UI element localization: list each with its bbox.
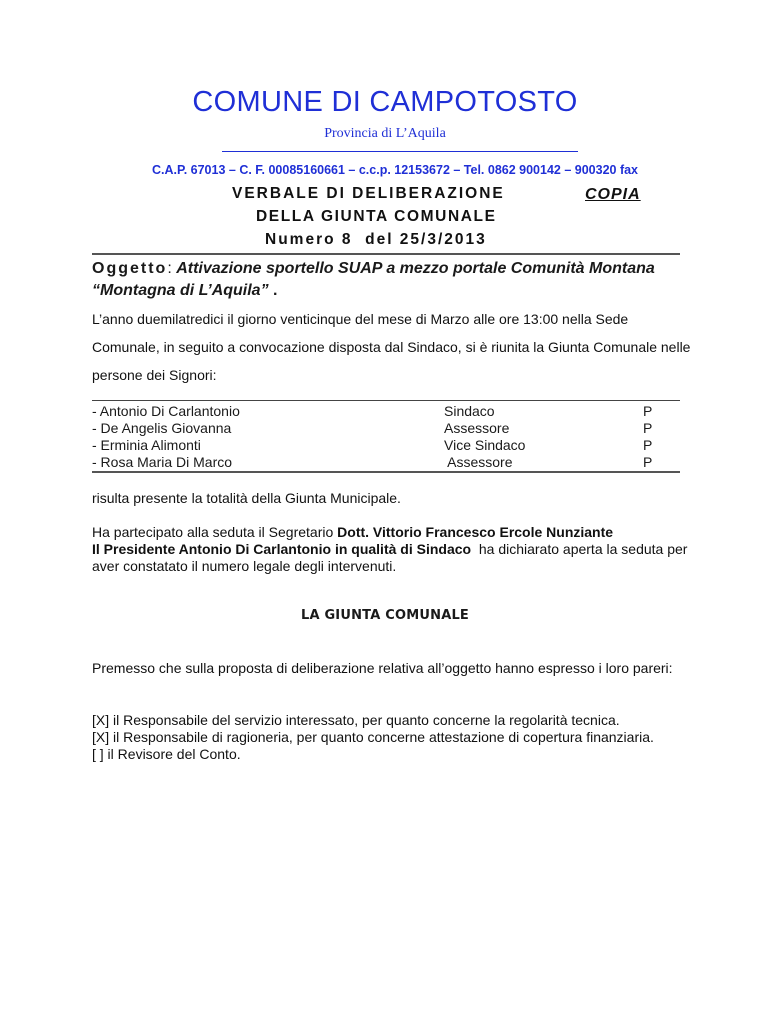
member-name: - Erminia Alimonti [92,437,201,453]
member-name: - Rosa Maria Di Marco [92,454,233,470]
premise-paragraph: Premesso che sulla proposta di deliberazione relativa all’oggetto hanno espresso i loro pareri: [92,660,673,676]
secretary-paragraph [92,524,692,575]
subject-block [92,258,692,302]
opinion-item: [X] il Responsabile di ragioneria, per quanto concerne attestazione di copertura finanziaria. [92,729,654,745]
opinion-item: [X] il Responsabile del servizio interessato, per quanto concerne la regolarità tecnica. [92,712,620,728]
section-divider [92,253,680,255]
opinions-list [92,712,682,763]
subject-label: Oggetto [92,260,168,277]
member-role: Vice Sindaco [444,437,526,453]
member-role: Sindaco [444,403,495,419]
member-row [92,437,680,454]
member-row [92,420,680,437]
president-statement: Il Presidente Antonio Di Carlantonio in qualità di Sindaco [92,541,472,557]
province-subtitle: Provincia di L’Aquila [324,126,446,141]
member-presence: P [643,454,653,470]
opinion-item: [ ] il Revisore del Conto. [92,746,241,762]
secretary-intro: Ha partecipato alla seduta il Segretario [92,524,338,540]
contact-line: C.A.P. 67013 – C. F. 00085160661 – c.c.p. 12153672 – Tel. 0862 900142 – 900320 fax [151,163,639,177]
member-presence: P [643,403,653,419]
deliberation-number: Numero 8 del 25/3/2013 [265,231,487,248]
attendance-statement: risulta presente la totalità della Giunta Municipale. [92,490,401,506]
member-name: - Antonio Di Carlantonio [92,403,240,419]
subject-end: . [268,282,278,299]
members-table [92,403,680,471]
opening-statement: ha dichiarato aperta la seduta per aver constatato il numero legale degli intervenuti. [92,541,692,574]
giunta-heading: DELLA GIUNTA COMUNALE [256,208,497,225]
member-role: Assessore [444,420,510,436]
verbale-heading: VERBALE DI DELIBERAZIONE [232,185,505,202]
member-presence: P [643,420,653,436]
member-row [92,403,680,420]
members-top-rule [92,400,680,401]
member-row [92,454,680,471]
member-presence: P [643,437,653,453]
copia-label: COPIA [585,186,641,203]
secretary-name: Dott. Vittorio Francesco Ercole Nunziante [337,524,614,540]
header-divider [222,151,578,152]
subject-separator: : [167,260,177,277]
member-role: Assessore [444,454,513,470]
subject-text: Attivazione sportello SUAP a mezzo portale Comunità Montana “Montagna di L’Aquila” [92,260,655,299]
opening-paragraph: L’anno duemilatredici il giorno venticinque del mese di Marzo alle ore 13:00 nella Sede Comunale, in seguito a convocazione disposta dal Sindaco, si è riunita la Giunta Comunale nelle persone dei Signori: [92,311,691,383]
members-bottom-rule [92,471,680,473]
member-name: - De Angelis Giovanna [92,420,232,436]
municipality-title: COMUNE DI CAMPOTOSTO [192,86,578,118]
section-heading: LA GIUNTA COMUNALE [300,608,470,623]
